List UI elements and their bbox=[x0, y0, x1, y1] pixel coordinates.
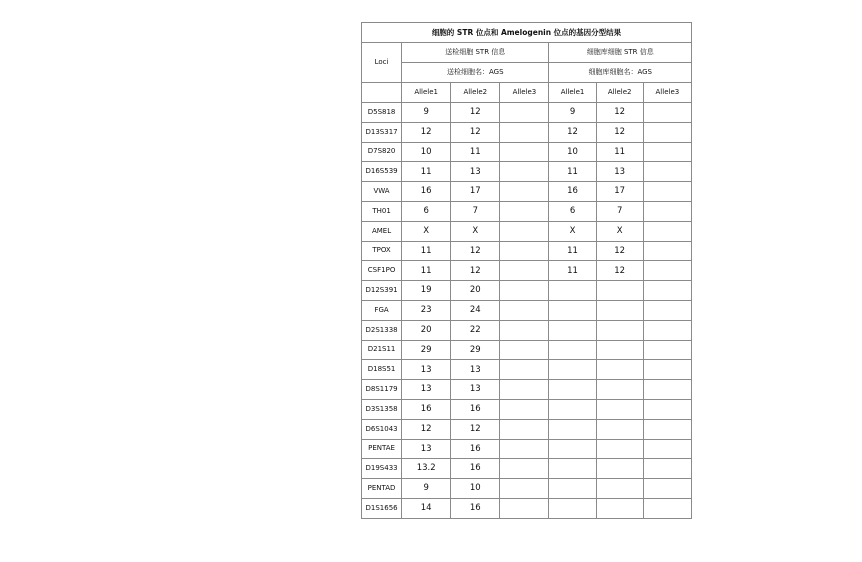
sample-allele2-cell: 11 bbox=[451, 142, 500, 162]
table-row bbox=[362, 261, 692, 281]
locus-cell: D2S1338 bbox=[362, 320, 402, 340]
sample-allele1-cell: 9 bbox=[402, 103, 451, 123]
locus-cell: AMEL bbox=[362, 221, 402, 241]
locus-cell: D3S1358 bbox=[362, 399, 402, 419]
sample-allele1-cell: 29 bbox=[402, 340, 451, 360]
table-row bbox=[362, 103, 692, 123]
sample-allele1-cell: 11 bbox=[402, 241, 451, 261]
database-allele3-cell bbox=[643, 479, 691, 499]
sample-allele1-cell: X bbox=[402, 221, 451, 241]
table-row bbox=[362, 419, 692, 439]
database-allele1-cell bbox=[549, 281, 596, 301]
sample-allele1-cell: 6 bbox=[402, 201, 451, 221]
database-allele2-header: Allele2 bbox=[596, 83, 643, 103]
database-allele3-cell bbox=[643, 340, 691, 360]
table-row bbox=[362, 399, 692, 419]
database-allele1-cell bbox=[549, 419, 596, 439]
str-genotype-table bbox=[361, 22, 692, 519]
database-allele3-cell bbox=[643, 320, 691, 340]
sample-allele3-cell bbox=[500, 439, 549, 459]
sample-allele3-cell bbox=[500, 241, 549, 261]
database-allele1-cell bbox=[549, 498, 596, 518]
sample-allele3-cell bbox=[500, 380, 549, 400]
sample-allele3-cell bbox=[500, 399, 549, 419]
sample-allele1-cell: 12 bbox=[402, 419, 451, 439]
sample-allele3-cell bbox=[500, 142, 549, 162]
database-allele2-cell bbox=[596, 419, 643, 439]
table-row bbox=[362, 162, 692, 182]
sample-allele3-cell bbox=[500, 300, 549, 320]
database-allele3-cell bbox=[643, 103, 691, 123]
database-allele1-cell bbox=[549, 439, 596, 459]
database-allele3-cell bbox=[643, 360, 691, 380]
sample-allele1-cell: 14 bbox=[402, 498, 451, 518]
table-title: 细胞的 STR 位点和 Amelogenin 位点的基因分型结果 bbox=[362, 23, 692, 43]
locus-cell: D12S391 bbox=[362, 281, 402, 301]
database-allele2-cell bbox=[596, 380, 643, 400]
sample-allele2-cell: 16 bbox=[451, 439, 500, 459]
database-allele2-cell: 12 bbox=[596, 122, 643, 142]
table-row bbox=[362, 300, 692, 320]
database-allele3-cell bbox=[643, 439, 691, 459]
blank-header-cell bbox=[362, 83, 402, 103]
database-allele1-cell: 12 bbox=[549, 122, 596, 142]
database-allele1-cell bbox=[549, 300, 596, 320]
sample-allele1-cell: 20 bbox=[402, 320, 451, 340]
locus-cell: D18S51 bbox=[362, 360, 402, 380]
table-row bbox=[362, 320, 692, 340]
table-row bbox=[362, 340, 692, 360]
database-allele2-cell: X bbox=[596, 221, 643, 241]
database-allele2-cell: 13 bbox=[596, 162, 643, 182]
locus-cell: D7S820 bbox=[362, 142, 402, 162]
locus-cell: FGA bbox=[362, 300, 402, 320]
table-row bbox=[362, 281, 692, 301]
sample-allele2-cell: 17 bbox=[451, 182, 500, 202]
database-allele3-cell bbox=[643, 241, 691, 261]
locus-cell: CSF1PO bbox=[362, 261, 402, 281]
sample-allele1-header: Allele1 bbox=[402, 83, 451, 103]
sample-allele2-cell: 24 bbox=[451, 300, 500, 320]
sample-allele1-cell: 12 bbox=[402, 122, 451, 142]
table-row bbox=[362, 122, 692, 142]
sample-allele2-cell: 12 bbox=[451, 103, 500, 123]
sample-allele2-cell: 12 bbox=[451, 241, 500, 261]
database-allele2-cell: 12 bbox=[596, 103, 643, 123]
locus-cell: TH01 bbox=[362, 201, 402, 221]
sample-allele2-cell: X bbox=[451, 221, 500, 241]
database-allele2-cell: 12 bbox=[596, 241, 643, 261]
sample-allele3-cell bbox=[500, 281, 549, 301]
database-allele1-cell: 11 bbox=[549, 261, 596, 281]
sample-allele1-cell: 9 bbox=[402, 479, 451, 499]
sample-allele1-cell: 19 bbox=[402, 281, 451, 301]
sample-allele2-cell: 12 bbox=[451, 122, 500, 142]
sample-allele2-cell: 29 bbox=[451, 340, 500, 360]
sample-allele3-cell bbox=[500, 182, 549, 202]
database-allele1-cell: 11 bbox=[549, 241, 596, 261]
database-group-header: 细胞库细胞 STR 信息 bbox=[549, 43, 692, 63]
table-row bbox=[362, 142, 692, 162]
database-allele2-cell: 17 bbox=[596, 182, 643, 202]
database-allele3-cell bbox=[643, 498, 691, 518]
sample-allele3-cell bbox=[500, 261, 549, 281]
database-allele2-cell bbox=[596, 439, 643, 459]
sample-allele2-cell: 12 bbox=[451, 419, 500, 439]
database-allele1-cell: 10 bbox=[549, 142, 596, 162]
database-allele2-cell bbox=[596, 300, 643, 320]
sample-allele3-header: Allele3 bbox=[500, 83, 549, 103]
database-allele3-cell bbox=[643, 459, 691, 479]
database-allele2-cell bbox=[596, 498, 643, 518]
database-allele1-cell bbox=[549, 340, 596, 360]
table-row bbox=[362, 459, 692, 479]
database-allele2-cell bbox=[596, 320, 643, 340]
sample-allele3-cell bbox=[500, 122, 549, 142]
sample-group-header: 送检细胞 STR 信息 bbox=[402, 43, 549, 63]
locus-cell: D8S1179 bbox=[362, 380, 402, 400]
sample-allele2-cell: 13 bbox=[451, 360, 500, 380]
table-row bbox=[362, 201, 692, 221]
sample-allele3-cell bbox=[500, 103, 549, 123]
sample-allele2-cell: 13 bbox=[451, 162, 500, 182]
table-row bbox=[362, 380, 692, 400]
sample-allele2-cell: 16 bbox=[451, 399, 500, 419]
database-allele3-cell bbox=[643, 182, 691, 202]
locus-cell: D21S11 bbox=[362, 340, 402, 360]
database-allele2-cell bbox=[596, 281, 643, 301]
database-allele1-cell bbox=[549, 320, 596, 340]
database-allele1-cell: X bbox=[549, 221, 596, 241]
table-row bbox=[362, 498, 692, 518]
sample-allele3-cell bbox=[500, 498, 549, 518]
sample-allele3-cell bbox=[500, 162, 549, 182]
database-allele3-cell bbox=[643, 419, 691, 439]
sample-allele3-cell bbox=[500, 201, 549, 221]
locus-cell: D16S539 bbox=[362, 162, 402, 182]
database-allele3-cell bbox=[643, 281, 691, 301]
database-allele1-cell: 11 bbox=[549, 162, 596, 182]
database-allele1-cell bbox=[549, 479, 596, 499]
table-row bbox=[362, 241, 692, 261]
database-allele1-header: Allele1 bbox=[549, 83, 596, 103]
title-row bbox=[362, 23, 692, 43]
locus-cell: PENTAE bbox=[362, 439, 402, 459]
sample-allele2-cell: 16 bbox=[451, 459, 500, 479]
database-cell-name: 细胞库细胞名：AGS bbox=[549, 63, 692, 83]
group-header-row bbox=[362, 43, 692, 63]
database-allele3-cell bbox=[643, 201, 691, 221]
locus-cell: PENTAD bbox=[362, 479, 402, 499]
database-allele1-cell bbox=[549, 459, 596, 479]
database-allele3-cell bbox=[643, 399, 691, 419]
table-row bbox=[362, 360, 692, 380]
sample-allele1-cell: 13 bbox=[402, 380, 451, 400]
sample-cell-name: 送检细胞名：AGS bbox=[402, 63, 549, 83]
database-allele1-cell bbox=[549, 380, 596, 400]
sample-allele2-cell: 7 bbox=[451, 201, 500, 221]
locus-cell: D1S1656 bbox=[362, 498, 402, 518]
sample-allele1-cell: 16 bbox=[402, 399, 451, 419]
database-allele3-cell bbox=[643, 300, 691, 320]
database-allele1-cell bbox=[549, 399, 596, 419]
loci-header: Loci bbox=[362, 43, 402, 83]
locus-cell: TPOX bbox=[362, 241, 402, 261]
sample-allele3-cell bbox=[500, 221, 549, 241]
table-row bbox=[362, 182, 692, 202]
sample-allele2-cell: 20 bbox=[451, 281, 500, 301]
sample-allele2-cell: 22 bbox=[451, 320, 500, 340]
sample-allele3-cell bbox=[500, 459, 549, 479]
sample-allele1-cell: 13.2 bbox=[402, 459, 451, 479]
database-allele2-cell bbox=[596, 459, 643, 479]
sample-allele3-cell bbox=[500, 340, 549, 360]
database-allele3-cell bbox=[643, 261, 691, 281]
locus-cell: VWA bbox=[362, 182, 402, 202]
sample-allele2-cell: 10 bbox=[451, 479, 500, 499]
allele-header-row bbox=[362, 83, 692, 103]
locus-cell: D5S818 bbox=[362, 103, 402, 123]
sample-allele3-cell bbox=[500, 479, 549, 499]
database-allele3-cell bbox=[643, 162, 691, 182]
sample-allele1-cell: 11 bbox=[402, 261, 451, 281]
sample-allele3-cell bbox=[500, 360, 549, 380]
database-allele2-cell bbox=[596, 399, 643, 419]
locus-cell: D6S1043 bbox=[362, 419, 402, 439]
database-allele2-cell: 7 bbox=[596, 201, 643, 221]
database-allele3-cell bbox=[643, 122, 691, 142]
database-allele3-cell bbox=[643, 142, 691, 162]
sample-allele2-header: Allele2 bbox=[451, 83, 500, 103]
sample-allele1-cell: 11 bbox=[402, 162, 451, 182]
locus-cell: D13S317 bbox=[362, 122, 402, 142]
database-allele2-cell bbox=[596, 479, 643, 499]
database-allele1-cell: 16 bbox=[549, 182, 596, 202]
database-allele3-cell bbox=[643, 380, 691, 400]
database-allele2-cell bbox=[596, 360, 643, 380]
database-allele3-header: Allele3 bbox=[643, 83, 691, 103]
database-allele2-cell: 12 bbox=[596, 261, 643, 281]
database-allele1-cell: 6 bbox=[549, 201, 596, 221]
sample-allele3-cell bbox=[500, 419, 549, 439]
database-allele2-cell bbox=[596, 340, 643, 360]
locus-cell: D19S433 bbox=[362, 459, 402, 479]
sample-allele1-cell: 10 bbox=[402, 142, 451, 162]
sample-allele2-cell: 16 bbox=[451, 498, 500, 518]
sample-allele1-cell: 13 bbox=[402, 439, 451, 459]
sample-allele2-cell: 13 bbox=[451, 380, 500, 400]
sample-allele1-cell: 23 bbox=[402, 300, 451, 320]
sample-allele3-cell bbox=[500, 320, 549, 340]
sample-allele2-cell: 12 bbox=[451, 261, 500, 281]
sample-allele1-cell: 13 bbox=[402, 360, 451, 380]
table-row bbox=[362, 221, 692, 241]
database-allele1-cell bbox=[549, 360, 596, 380]
cell-name-row bbox=[362, 63, 692, 83]
database-allele2-cell: 11 bbox=[596, 142, 643, 162]
database-allele1-cell: 9 bbox=[549, 103, 596, 123]
table-row bbox=[362, 479, 692, 499]
sample-allele1-cell: 16 bbox=[402, 182, 451, 202]
table-row bbox=[362, 439, 692, 459]
database-allele3-cell bbox=[643, 221, 691, 241]
